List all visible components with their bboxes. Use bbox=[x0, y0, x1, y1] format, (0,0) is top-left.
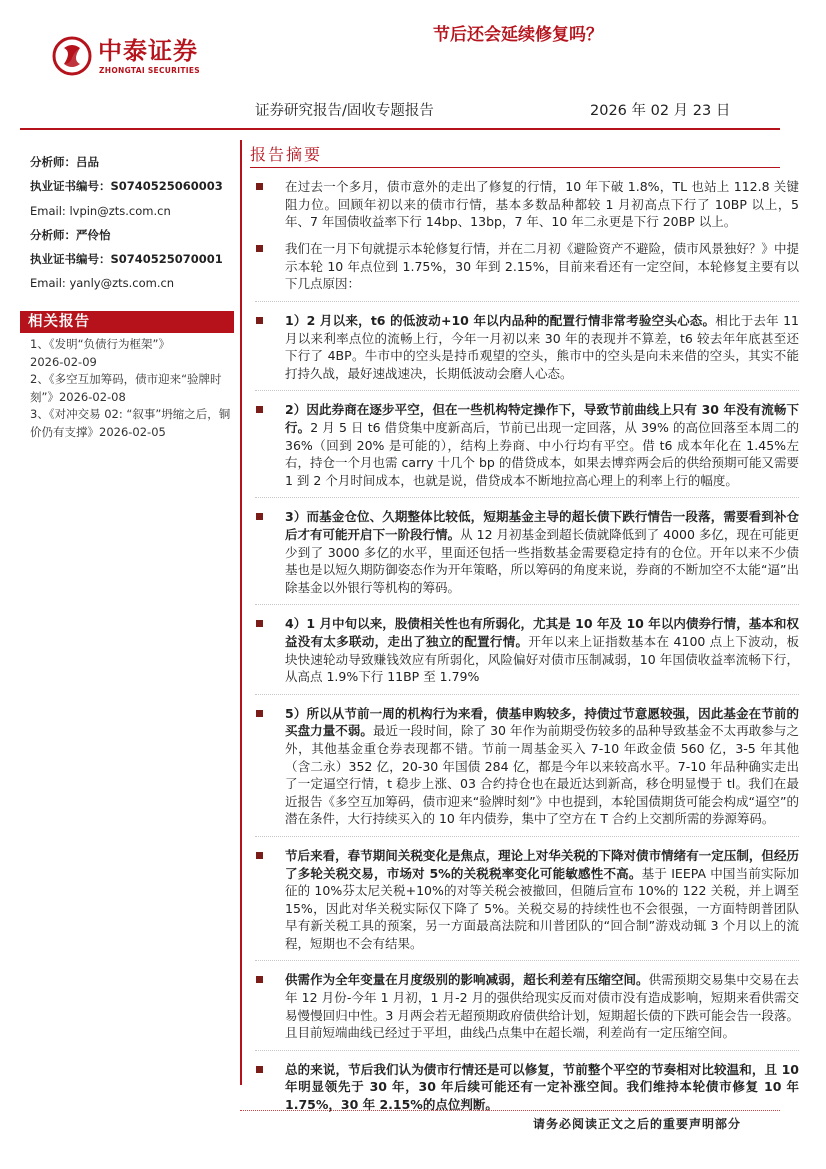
summary-paragraph bbox=[255, 1061, 799, 1114]
company-logo-icon bbox=[52, 36, 92, 76]
analyst-label: 分析师： bbox=[30, 155, 76, 169]
summary-paragraph bbox=[255, 178, 799, 231]
analyst-email[interactable]: yanly@zts.com.cn bbox=[69, 276, 175, 291]
summary-paragraph bbox=[255, 847, 799, 962]
footer-divider bbox=[240, 1110, 780, 1111]
paragraph-lead: 4）1 月中旬以来，股债相关性也有所弱化，尤其是 10 年及 10 年以内债券行情，基本和权益没有太多联动，走出了独立的配置行情。 bbox=[285, 616, 799, 649]
related-report-date: 2026-02-09 bbox=[30, 354, 97, 369]
related-report-item[interactable] bbox=[30, 371, 235, 406]
square-bullet-icon bbox=[256, 317, 263, 324]
brand-name: 中泰证券 bbox=[98, 37, 198, 65]
analyst-info bbox=[30, 150, 230, 296]
paragraph-text: 我们在一月下旬就提示本轮修复行情，并在二月初《避险资产不避险，债市风景独好？》中提示本轮 10 年点位到 1.75%，30 年到 2.15%，目前来看还有一定空间，本轮修复主要有以下几点原因： bbox=[285, 241, 799, 292]
paragraph-lead: 1）2 月以来，t6 的低波动+10 年以内品种的配置行情非常考验空头心态。 bbox=[285, 313, 716, 329]
square-bullet-icon bbox=[256, 513, 263, 520]
paragraph-lead: 供需作为全年变量在月度级别的影响减弱，超长利差有压缩空间。 bbox=[285, 972, 649, 988]
paragraph-text: 开年以来上证指数基本在 4100 点上下波动，板块快速轮动导致赚钱效应有所弱化，风险偏好对债市压制减弱，10 年国债收益率流畅下行，从高点 1.9%下行 11BP 至 1.79% bbox=[285, 633, 799, 685]
footer-disclaimer: 请务必阅读正文之后的重要声明部分 bbox=[533, 1117, 742, 1131]
square-bullet-icon bbox=[256, 852, 263, 859]
summary-paragraph bbox=[255, 240, 799, 302]
column-divider bbox=[240, 140, 242, 1085]
cert-number: S0740525070001 bbox=[110, 252, 223, 267]
email-label: Email: bbox=[30, 203, 66, 218]
summary-paragraph bbox=[255, 312, 799, 391]
related-report-item[interactable] bbox=[30, 336, 235, 371]
paragraph-text: 在过去一个多月，债市意外的走出了修复的行情，10 年下破 1.8%，TL 也站上 112.8 关键阻力位。回顾年初以来的债市行情，基本多数品种都较 1 月初高点下行了 10BP 以上，5 年、7 年国债收益率下行 14bp、13bp，7 年、10 年二永更是下行 20BP 以上。 bbox=[285, 179, 799, 230]
header-divider bbox=[20, 128, 780, 130]
paragraph-text: 相比于去年 11 月以来利率点位的流畅上行，今年一月初以来 30 年的表现并不算差，t6 较去年年底甚至还下行了 4BP。牛市中的空头是持币观望的空头，熊市中的空头是向未来借的空头，其实不能打持久战，最好速战速决，长期低波动会磨人心态。 bbox=[285, 313, 799, 381]
analyst-name: 严伶怡 bbox=[76, 227, 111, 242]
paragraph-lead: 总的来说，节后我们认为债市行情还是可以修复，节前整个平空的节奏相对比较温和，且 10 年明显领先于 30 年，30 年后续可能还有一定补涨空间。我们维持本轮债市修复 10 年 1.75%，30 年 2.15%的点位判断。 bbox=[285, 1061, 799, 1113]
analyst-name: 吕品 bbox=[76, 155, 99, 169]
summary-paragraph bbox=[255, 705, 799, 837]
paragraph-text: 供需预期交易集中交易在去年 12 月份-今年 1 月初，1 月-2 月的强供给现实反而对债市没有造成影响，短期来看供需交易慢慢回归中性。3 月两会若无超预期政府债供给计划，短期超长债的下跌可能会告一段落。且目前短端曲线已经过于平坦，曲线凸点集中在超长端，利差尚有一定压缩空间。 bbox=[285, 972, 799, 1041]
related-report-title: 2、《多空互加筹码，债市迎来“验牌时刻”》 bbox=[30, 372, 222, 404]
analyst-email[interactable]: lvpin@zts.com.cn bbox=[69, 203, 171, 218]
report-date: 2026 年 02 月 23 日 bbox=[590, 103, 731, 119]
paragraph-text: 从 12 月初基金到超长债就降低到了 4000 多亿，现在可能更少到了 3000 多亿的水平，里面还包括一些指数基金需要稳定持有的仓位。开年以来不少债基也是以短久期防御姿态作为开年策略，所以筹码的角度来说，券商的不断加空不太能“逼”出除基金以外银行等机构的筹码。 bbox=[285, 527, 799, 595]
brand-name-en: ZHONGTAI SECURITIES bbox=[99, 66, 200, 75]
summary-body bbox=[255, 178, 799, 1123]
paragraph-text: 最近一段时间，除了 30 年作为前期受伤较多的品种导致基金不太再敢参与之外，其他基金重仓券表现都不错。节前一周基金买入 7-10 年政金债 560 亿，3-5 年其他（含二永）352 亿，20-30 年国债 284 亿，都是今年以来较高水平。7-10 年品种确实走出了一定逼空行情，t 稳步上涨、03 合约持仓也在最近达到新高，移仓明显慢于 tl。我们在最近报告《多空互加筹码，债市迎来“验牌时刻”》中也提到，本轮国债期货可能会构成“逼空”的潜在条件，大行持续买入的 10 年内债券，集中了空方在 T 合约上交割所需的券源筹码。 bbox=[285, 723, 799, 827]
report-title: 节后还会延续修复吗？ bbox=[433, 25, 603, 45]
summary-paragraph bbox=[255, 971, 799, 1050]
paragraph-lead: 5）所以从节前一周的机构行为来看，债基申购较多，持债过节意愿较强，因此基金在节前的买盘力量不弱。 bbox=[285, 705, 799, 739]
summary-title: 报告摘要 bbox=[250, 145, 323, 164]
paragraph-lead: 节后来看，春节期间关税变化是焦点，理论上对华关税的下降对债市情绪有一定压制，但经历了多轮关税交易，市场对 5%的关税税率变化可能敏感性不高。 bbox=[285, 847, 799, 881]
square-bullet-icon bbox=[256, 1066, 263, 1073]
report-type: 证券研究报告/固收专题报告 bbox=[255, 103, 434, 119]
paragraph-lead: 2）因此券商在逐步平空，但在一些机构特定操作下，导致节前曲线上只有 30 年没有流畅下行。 bbox=[285, 402, 799, 436]
square-bullet-icon bbox=[256, 620, 263, 627]
related-report-title: 3、《对冲交易 02: “叙事”坍缩之后，铜价仍有支撑》 bbox=[30, 407, 231, 439]
related-report-date: 2026-02-08 bbox=[58, 389, 126, 404]
summary-paragraph bbox=[255, 401, 799, 498]
related-report-title: 1、《发明“负债行为框架”》 bbox=[30, 337, 170, 351]
related-reports-list bbox=[30, 336, 235, 441]
square-bullet-icon bbox=[256, 183, 263, 190]
related-report-date: 2026-02-05 bbox=[99, 424, 166, 439]
summary-paragraph bbox=[255, 615, 799, 694]
related-reports-title: 相关报告 bbox=[20, 311, 234, 333]
analyst-label: 分析师： bbox=[30, 227, 76, 242]
summary-paragraph bbox=[255, 508, 799, 605]
square-bullet-icon bbox=[256, 245, 263, 252]
paragraph-text: 2 月 5 日 t6 借贷集中度新高后，节前已出现一定回落，从 39% 的高位回落至本周二的 36%（回到 20% 是可能的），结构上券商、中小行均有平空。借 t6 成本年化在 1.45%左右，持仓一个月也需 carry 十几个 bp 的借贷成本，如果去博弈两会后的供给预期可能又需要 1 到 2 个月时间成本，也就是说，借贷成本不断地拉高心理上的利率上行的幅度。 bbox=[285, 420, 799, 488]
paragraph-lead: 3）而基金仓位、久期整体比较低，短期基金主导的超长债下跌行情告一段落，需要看到补仓后才有可能开启下一阶段行情。 bbox=[285, 509, 799, 542]
square-bullet-icon bbox=[256, 406, 263, 413]
square-bullet-icon bbox=[256, 976, 263, 983]
paragraph-text: 基于 IEEPA 中国当前实际加征的 10%芬太尼关税+10%的对等关税会被撤回，但随后宣布 10%的 122 关税，并上调至 15%，因此对华关税实际仅下降了 5%。关税交易的持续性也不会很强，一方面特朗普团队早有新关税工具的预案，另一方面最高法院和川普团队的“回合制”游戏动辄 3 个月以上的流程，短期也不会有结果。 bbox=[285, 865, 799, 951]
email-label: Email: bbox=[30, 276, 66, 291]
cert-number: S0740525060003 bbox=[110, 179, 223, 194]
summary-header bbox=[250, 143, 780, 168]
cert-label: 执业证书编号： bbox=[30, 252, 111, 267]
square-bullet-icon bbox=[256, 710, 263, 717]
related-report-item[interactable] bbox=[30, 406, 235, 441]
cert-label: 执业证书编号： bbox=[30, 179, 111, 194]
